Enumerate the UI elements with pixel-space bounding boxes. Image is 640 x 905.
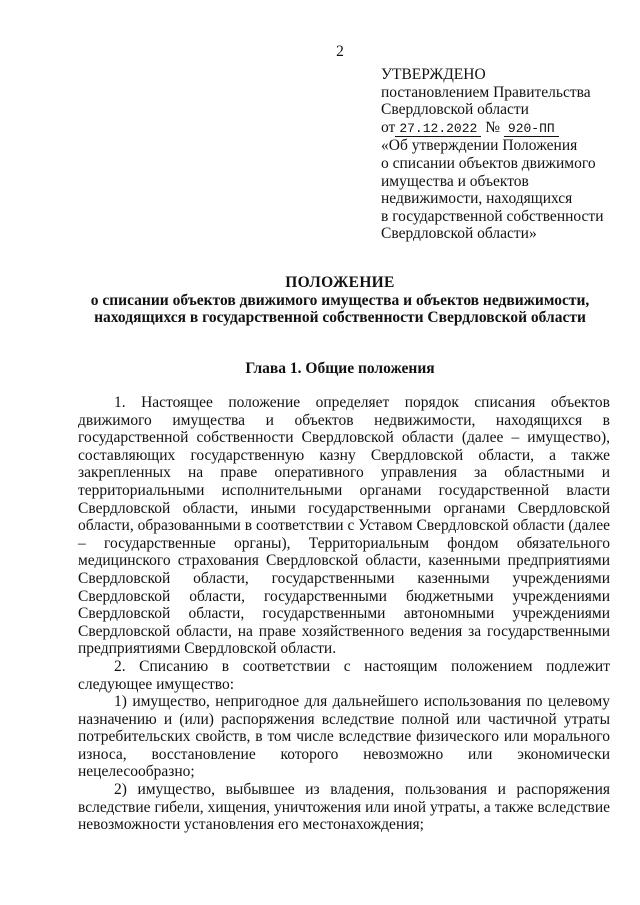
date-prefix: от — [381, 118, 396, 136]
document-title — [60, 274, 620, 327]
document-title-main: ПОЛОЖЕНИЕ — [285, 274, 395, 291]
approval-line: постановлением Правительства — [381, 83, 591, 101]
approval-date-line — [381, 119, 631, 138]
approval-quote-line: Свердловской области» — [381, 225, 537, 243]
chapter-title: Глава 1. Общие положения — [245, 360, 435, 377]
document-title-sub: находящихся в государственной собственности Свердловской области — [94, 309, 586, 327]
approval-quote-line: о списании объектов движимого — [381, 154, 596, 172]
page-number: 2 — [336, 43, 344, 60]
approval-quote-line: в государственной собственности — [381, 207, 604, 225]
approval-line: Свердловской области — [381, 101, 529, 119]
approval-title: УТВЕРЖДЕНО — [381, 66, 486, 83]
document-title-sub: о списании объектов движимого имущества и объектов недвижимости, — [90, 291, 590, 309]
approval-date: 27.12.2022 — [395, 121, 481, 137]
approval-stamp — [381, 66, 631, 243]
approval-quote-line: «Об утверждении Положения — [381, 137, 578, 155]
paragraph: 2) имущество, выбывшее из владения, пользования и распоряжения вследствие гибели, хищения, уничтожения или иной утраты, а также вследствие невозможности установления его местонахождения; — [78, 781, 610, 834]
approval-number: 920-ПП — [504, 121, 559, 137]
approval-quote-line: недвижимости, находящихся — [381, 190, 573, 208]
paragraph: 2. Списанию в соответствии с настоящим положением подлежит следующее имущество: — [78, 657, 610, 693]
paragraph: 1) имущество, непригодное для дальнейшего использования по целевому назначению и (или) распоряжения вследствие полной или частичной утраты потребительских свойств, в том числе вследствие физического или морального износа, восстановление которого невозможно или экономически нецелесообразно; — [78, 693, 610, 781]
number-prefix: № — [485, 118, 501, 136]
paragraph: 1. Настоящее положение определяет порядок списания объектов движимого имущества и объектов недвижимости, находящихся в государственной собственности Свердловской области (далее – имущество), составляющих государственную казну Свердловской области, а также закрепленных на праве оперативного управления за областными и территориальными исполнительными органами государственной власти Свердловской области, иными государственными органами Свердловской области, образованными в соответствии с Уставом Свердловской области (далее – государственные органы), Территориальным фондом обязательного медицинского страхования Свердловской области, казенными предприятиями Свердловской области, государственными казенными учреждениями Свердловской области, государственными бюджетными учреждениями Свердловской области, государственными автономными учреждениями Свердловской области, на праве хозяйственного ведения за государственными предприятиями Свердловской области. — [78, 394, 610, 658]
body-text — [78, 394, 610, 834]
approval-quote-line: имущества и объектов — [381, 172, 529, 190]
